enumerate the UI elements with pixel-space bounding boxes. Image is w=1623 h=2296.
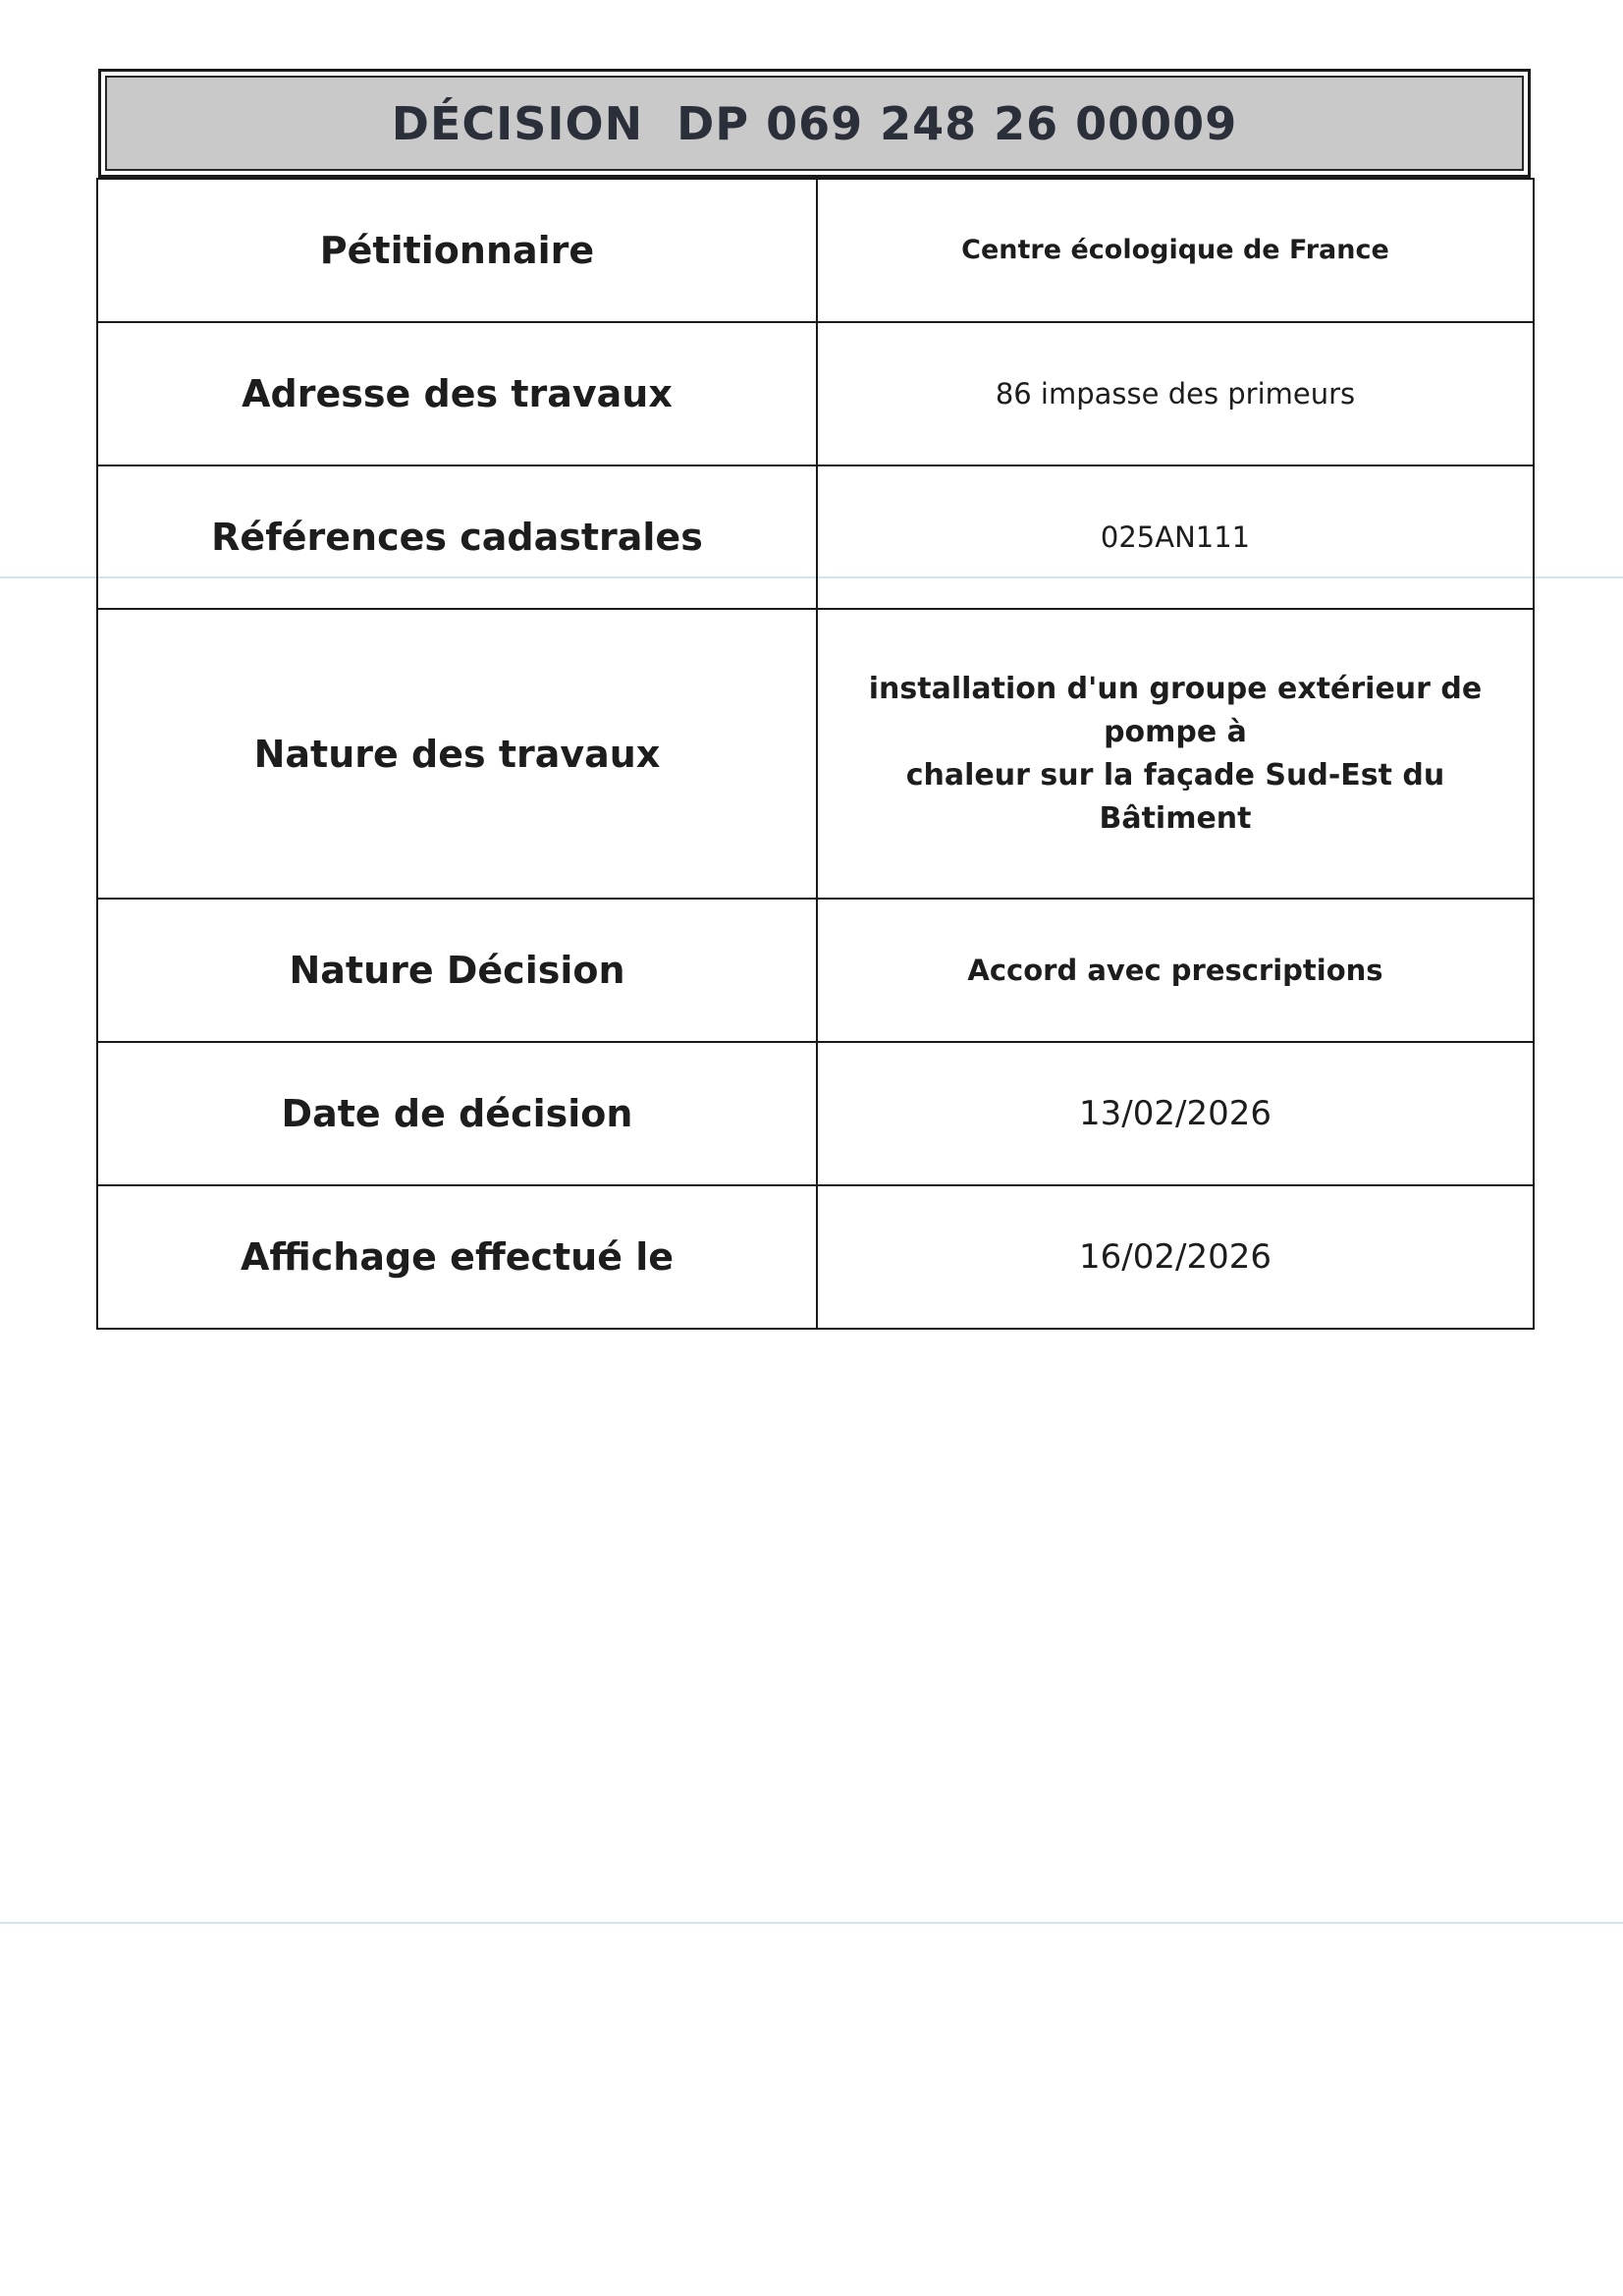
- row-value-line: installation d'un groupe extérieur de pompe à: [868, 671, 1483, 749]
- row-label: Nature Décision: [97, 899, 817, 1042]
- decision-table: [96, 178, 1535, 1330]
- table-row-date-decision: [97, 1042, 1534, 1185]
- row-value-line: chaleur sur la façade Sud-Est du Bâtiment: [905, 757, 1445, 836]
- table-row-affichage: [97, 1185, 1534, 1329]
- decision-title-box: [98, 69, 1531, 178]
- table-row-references: [97, 465, 1534, 609]
- row-label: Adresse des travaux: [97, 322, 817, 465]
- row-label: Références cadastrales: [97, 465, 817, 609]
- row-value: [817, 609, 1534, 899]
- row-value: 16/02/2026: [817, 1185, 1534, 1329]
- row-label: Affichage effectué le: [97, 1185, 817, 1329]
- table-row-nature-decision: [97, 899, 1534, 1042]
- table-row-adresse: [97, 322, 1534, 465]
- table-row-petitionnaire: [97, 179, 1534, 322]
- row-label: Nature des travaux: [97, 609, 817, 899]
- decision-title: DÉCISION DP 069 248 26 00009: [105, 76, 1524, 171]
- row-value: 86 impasse des primeurs: [817, 322, 1534, 465]
- row-value: Accord avec prescriptions: [817, 899, 1534, 1042]
- scan-artifact-line: [0, 1922, 1623, 1924]
- table-row-nature-travaux: [97, 609, 1534, 899]
- row-label: Date de décision: [97, 1042, 817, 1185]
- row-label: Pétitionnaire: [97, 179, 817, 322]
- row-value: Centre écologique de France: [817, 179, 1534, 322]
- row-value: 025AN111: [817, 465, 1534, 609]
- row-value: 13/02/2026: [817, 1042, 1534, 1185]
